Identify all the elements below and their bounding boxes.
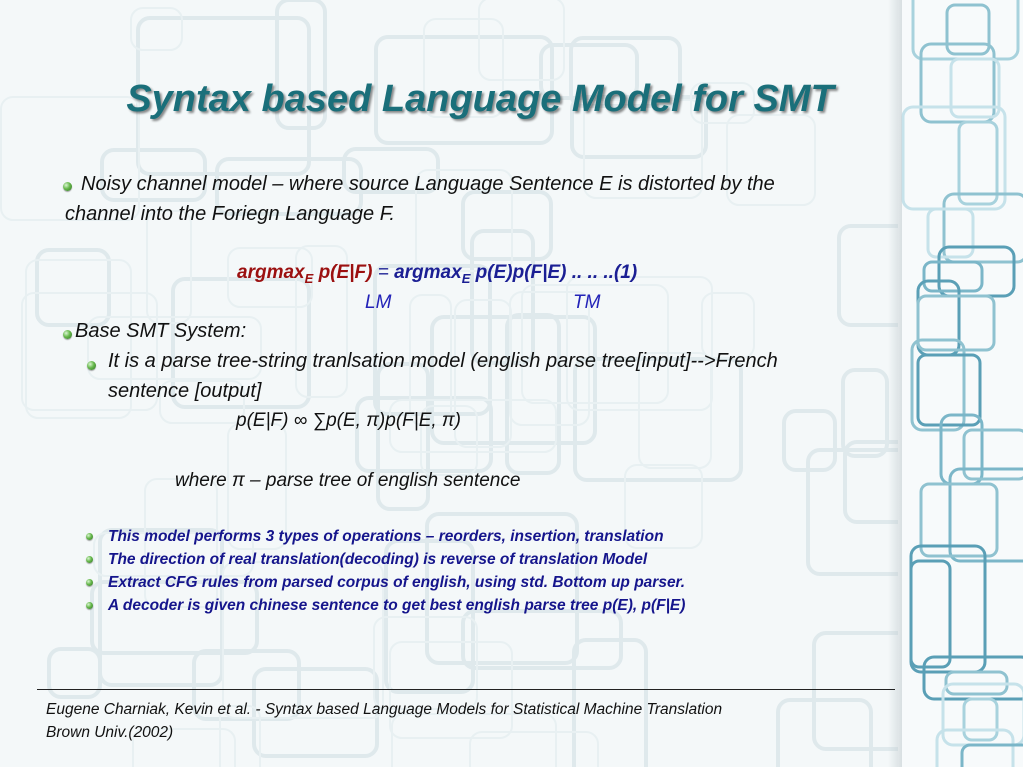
background-rounded-rect <box>575 359 741 480</box>
background-rounded-rect <box>37 250 109 325</box>
point-bullet-icon <box>86 602 93 609</box>
argmax-lhs: argmax <box>237 262 305 283</box>
label-tm: TM <box>573 292 601 313</box>
equation-proportional: p(E|F) ∞ ∑p(E, π)p(F|E, π) <box>236 410 461 431</box>
bullet-icon <box>63 182 72 191</box>
background-rounded-rect <box>472 231 533 363</box>
background-rounded-rect <box>463 192 551 259</box>
sub-bullet-parse-tree-line1: It is a parse tree-string tranlsation model (english parse tree[input]-->French <box>108 350 778 372</box>
sub-bullet-icon <box>87 361 96 370</box>
equation-equals: = <box>377 262 389 283</box>
background-rounded-rect <box>392 714 556 767</box>
point-direction: The direction of real translation(decoding) is reverse of translation Model <box>108 551 648 568</box>
bullet-noisy-channel-line1: Noisy channel model – where source Language Sentence E is distorted by the <box>81 173 775 195</box>
label-lm: LM <box>365 292 392 313</box>
equation-rhs-term: p(E)p(F|E) .. .. ..(1) <box>475 262 638 283</box>
argmax-rhs: argmax <box>394 262 462 283</box>
bullet-icon <box>63 330 72 339</box>
bullet-noisy-channel-line2: channel into the Foriegn Language F. <box>65 203 395 225</box>
where-definition: where π – parse tree of english sentence <box>175 470 521 491</box>
reference-line2: Brown Univ.(2002) <box>46 724 174 741</box>
slide-title: Syntax based Language Model for SMT <box>126 78 834 120</box>
point-bullet-icon <box>86 579 93 586</box>
footer-divider <box>37 689 895 690</box>
point-operations: This model performs 3 types of operations – reorders, insertion, translation <box>108 528 664 545</box>
argmax-rhs-subscript: E <box>461 271 471 286</box>
bullet-base-smt: Base SMT System: <box>75 320 247 342</box>
reference-line1: Eugene Charniak, Kevin et al. - Syntax based Language Models for Statistical Machine Translation <box>46 701 723 718</box>
point-bullet-icon <box>86 533 93 540</box>
point-decoder: A decoder is given chinese sentence to get best english parse tree p(E), p(F|E) <box>108 597 686 614</box>
background-rounded-rect <box>778 700 871 767</box>
argmax-lhs-subscript: E <box>304 271 314 286</box>
equation-lhs-term: p(E|F) <box>318 262 373 283</box>
point-cfg-rules: Extract CFG rules from parsed corpus of english, using std. Bottom up parser. <box>108 574 686 591</box>
sub-bullet-parse-tree-line2: sentence [output] <box>108 380 262 402</box>
point-bullet-icon <box>86 556 93 563</box>
